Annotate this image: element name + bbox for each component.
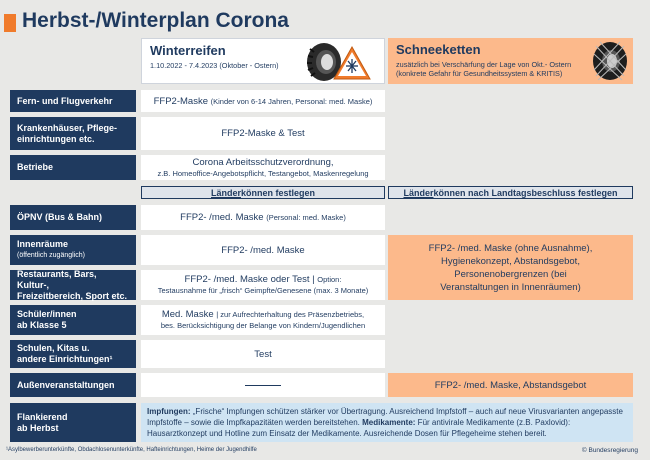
schneeketten-condition: zusätzlich bei Verschärfung der Lage von Okt.- Ostern (konkrete Gefahr für Gesundheitssystem & KRITIS) — [396, 60, 572, 78]
no-measure-dash — [245, 385, 281, 386]
betriebe-measure: Corona Arbeitsschutzverordnung, z.B. Homeoffice-Angebotspflicht, Testangebot, Maskenregelung — [141, 155, 385, 180]
schueler-measure: Med. Maske | zur Aufrechterhaltung des Präsenzbetriebs, bes. Berücksichtigung der Belange von Kindern/Jugendlichen — [141, 305, 385, 335]
winterreifen-period: 1.10.2022 - 7.4.2023 (Oktober - Ostern) — [150, 61, 279, 70]
innenraeume-measure: FFP2- /med. Maske — [141, 235, 385, 265]
oepnv-measure: FFP2- /med. Maske (Personal: med. Maske) — [141, 205, 385, 230]
fern-measure: FFP2-Maske (Kinder von 6-14 Jahren, Personal: med. Maske) — [141, 90, 385, 112]
row-label-oepnv: ÖPNV (Bus & Bahn) — [10, 205, 136, 230]
winterreifen-title: Winterreifen — [150, 43, 226, 58]
flankierend-text: Impfungen: „Frische“ Impfungen schützen stärker vor Übertragung. Ausreichend Impfstoff – auch auf neue Virusvarianten angepasste Impfstoffe – sowie die Impfkapazitäten werden bereitstehen. Medikamente: Für antivirale Medikamente (z.B. Paxlovid): Hausarztkonzept und Hotline zum Einsatz der Medikamente. Ausreichende Dosen für Pflegeheime stehen bereit. — [141, 403, 633, 442]
winter-tire-snowflake-icon — [304, 41, 382, 83]
aussenveranstaltungen-left-empty — [141, 373, 385, 397]
footnote: ¹Asylbewerberunterkünfte, Obdachlosenunterkünfte, Hafteinrichtungen, Heime der Jugendhilfe — [6, 447, 257, 453]
aussenveranstaltungen-measure: FFP2- /med. Maske, Abstandsgebot — [388, 373, 633, 397]
title-accent-bar — [4, 14, 16, 32]
restaurants-measure: FFP2- /med. Maske oder Test | Option: Testausnahme für „frisch“ Geimpfte/Genesene (max. 3 Monate) — [141, 270, 385, 300]
row-label-schulen: Schulen, Kitas u. andere Einrichtungen¹ — [10, 340, 136, 368]
schneeketten-title: Schneeketten — [396, 42, 481, 57]
row-label-innenraeume: Innenräume (öffentlich zugänglich) — [10, 235, 136, 265]
row-label-schueler: Schüler/innen ab Klasse 5 — [10, 305, 136, 335]
schulen-measure: Test — [141, 340, 385, 368]
row-label-krankenhaeuser: Krankenhäuser, Pflege- einrichtungen etc. — [10, 117, 136, 150]
row-label-betriebe: Betriebe — [10, 155, 136, 180]
laender-festlegen-band: Länder können festlegen — [141, 186, 385, 199]
winterreifen-header — [141, 38, 385, 84]
laender-landtag-band: Länder können nach Landtagsbeschluss festlegen — [388, 186, 633, 199]
snow-chain-tire-icon — [586, 40, 630, 82]
row-label-fern: Fern- und Flugverkehr — [10, 90, 136, 112]
copyright: © Bundesregierung — [581, 447, 638, 454]
row-label-restaurants: Restaurants, Bars, Kultur-, Freizeitbereich, Sport etc. — [10, 270, 136, 300]
page-title: Herbst-/Winterplan Corona — [22, 9, 289, 32]
krankenhaeuser-measure: FFP2-Maske & Test — [141, 117, 385, 150]
flankierend-label: Flankierend ab Herbst — [10, 403, 136, 442]
schneeketten-header — [388, 38, 633, 84]
row-label-aussenveranstaltungen: Außenveranstaltungen — [10, 373, 136, 397]
innenraeume-landtag-measures: FFP2- /med. Maske (ohne Ausnahme), Hygienekonzept, Abstandsgebot, Personenobergrenzen (bei Veranstaltungen in Innenräumen) — [388, 235, 633, 300]
